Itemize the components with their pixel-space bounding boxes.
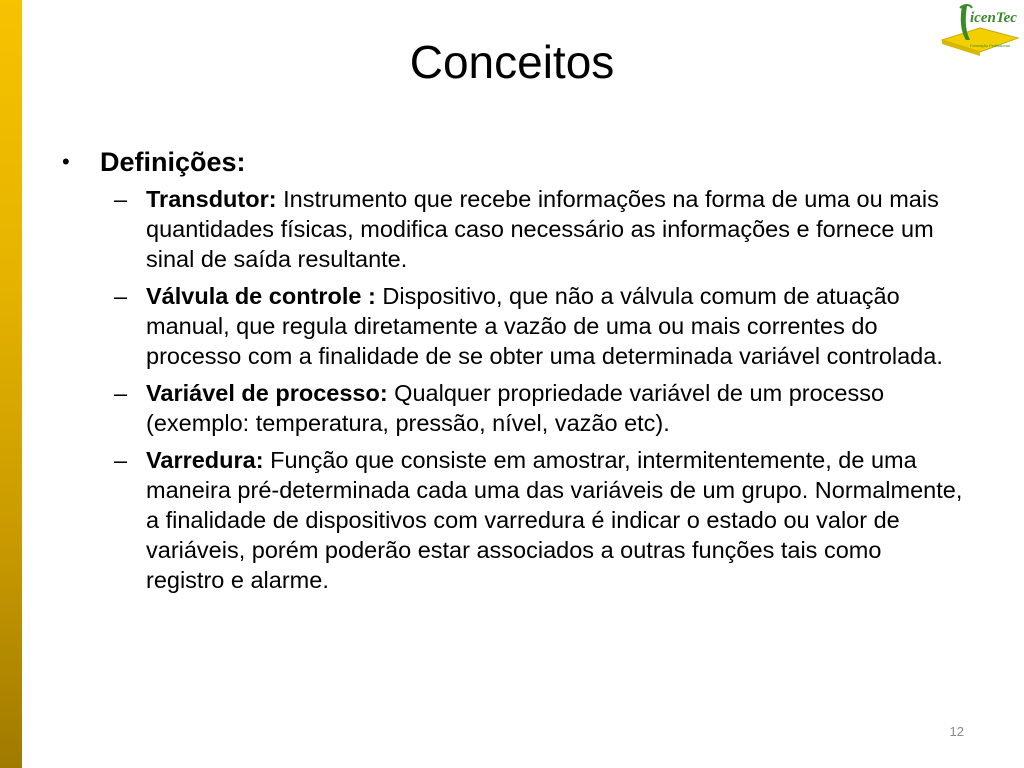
list-item: [114, 445, 978, 595]
definition-body: Instrumento que recebe informações na forma de uma ou mais quantidades físicas, modifica caso necessário as informações e fornece um sinal de saída resultante.: [146, 186, 939, 272]
page-number: 12: [949, 724, 964, 739]
definition-text: [146, 184, 966, 274]
definition-body: Dispositivo, que não a válvula comum de atuação manual, que regula diretamente a vazão de uma ou mais correntes do processo com a finalidade de se obter uma determinada variável controlada.: [146, 283, 943, 369]
slide-content: [58, 142, 978, 602]
term-label: Varredura:: [146, 447, 264, 473]
dash-icon: –: [114, 186, 128, 212]
definition-body: Função que consiste em amostrar, intermitentemente, de uma maneira pré-determinada cada uma das variáveis de um grupo. Normalmente, a finalidade de dispositivos com varredura é indicar o estado ou valor de variáveis, porém poderão estar associados a outras funções tais como registro e alarme.: [146, 447, 963, 593]
definitions-heading: [58, 142, 978, 182]
definition-list: [58, 184, 978, 595]
slide-title: Conceitos: [409, 36, 615, 88]
list-item: [114, 281, 978, 371]
bullet-icon: •: [62, 149, 70, 174]
dash-icon: –: [114, 447, 128, 473]
section-label: Definições:: [100, 147, 246, 177]
term-label: Transdutor:: [146, 186, 277, 212]
definition-text: [146, 445, 966, 595]
term-label: Válvula de controle :: [146, 283, 376, 309]
svg-text:Formação Profissional: Formação Profissional: [970, 43, 1010, 48]
accent-bar: [0, 0, 22, 768]
list-item: [114, 378, 978, 438]
dash-icon: –: [114, 380, 128, 406]
definition-body: Qualquer propriedade variável de um processo (exemplo: temperatura, pressão, nível, vazão etc).: [146, 380, 885, 436]
definition-text: [146, 281, 966, 371]
company-logo: [940, 0, 1020, 58]
licentec-logo-icon: [940, 0, 1020, 58]
term-label: Variável de processo:: [146, 380, 388, 406]
definition-text: [146, 378, 966, 438]
svg-text:icenTec: icenTec: [970, 10, 1017, 26]
dash-icon: –: [114, 283, 128, 309]
list-item: [114, 184, 978, 274]
